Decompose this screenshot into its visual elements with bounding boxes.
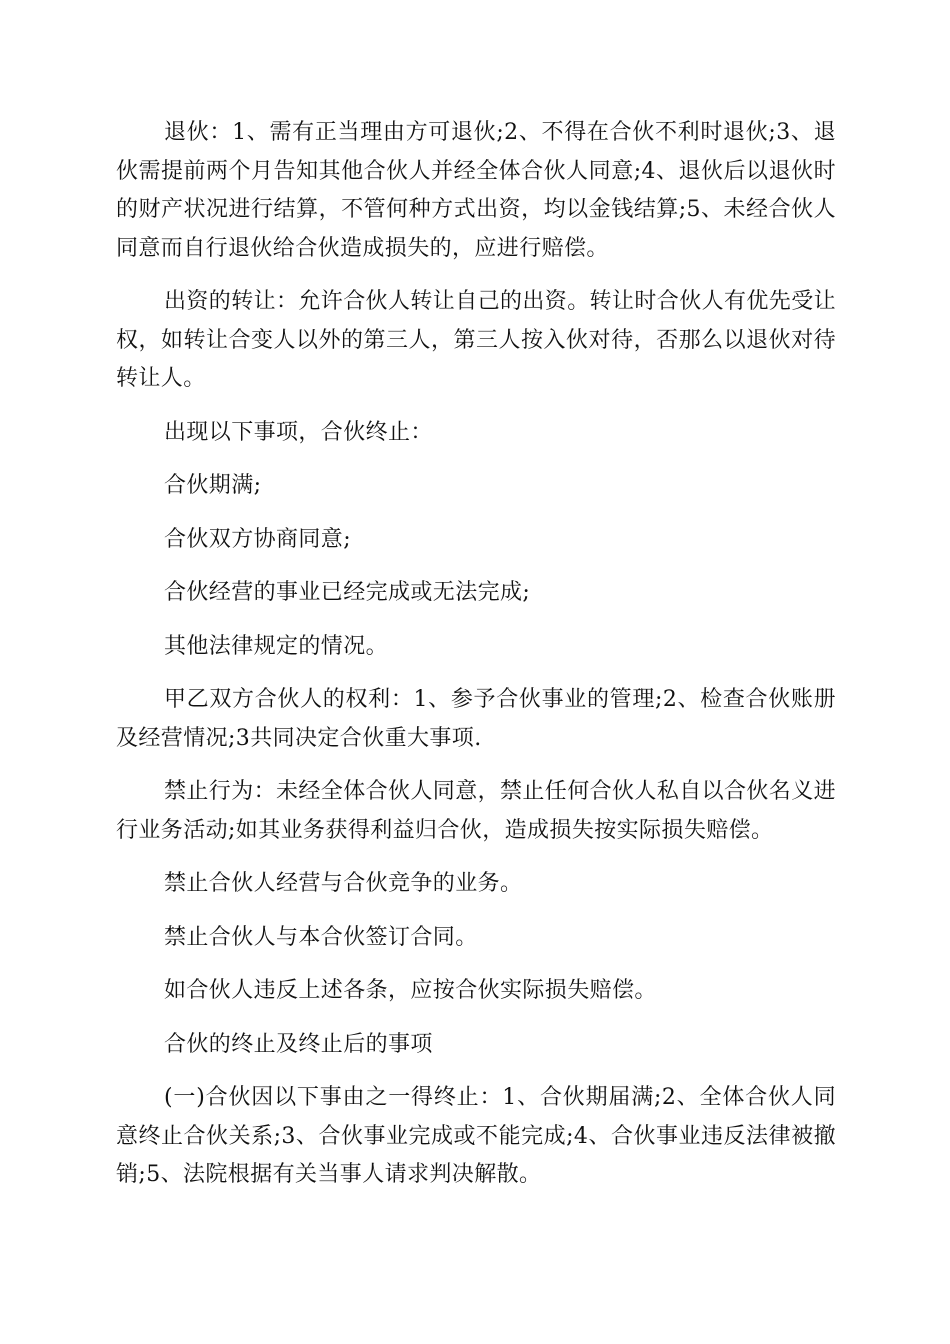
paragraph-withdrawal: 退伙：1、需有正当理由方可退伙;2、不得在合伙不利时退伙;3、退伙需提前两个月告知其他合伙人并经全体合伙人同意;4、退伙后以退伙时的财产状况进行结算，不管何种方式出资，均以金钱结算;5、未经合伙人同意而自行退伙给合伙造成损失的，应进行赔偿。 [116, 120, 836, 261]
paragraph-partner-rights: 甲乙双方合伙人的权利：1、参予合伙事业的管理;2、检查合伙账册及经营情况;3共同决定合伙重大事项. [116, 687, 836, 751]
paragraph-prohibited-acts: 禁止行为：未经全体合伙人同意，禁止任何合伙人私自以合伙名义进行业务活动;如其业务获得利益归合伙，造成损失按实际损失赔偿。 [116, 779, 837, 843]
paragraph-violation-compensation: 如合伙人违反上述各条，应按合伙实际损失赔偿。 [164, 978, 657, 1003]
paragraph-termination-item-4: 其他法律规定的情况。 [164, 633, 389, 659]
paragraph-termination-causes: (一)合伙因以下事由之一得终止：1、合伙期届满;2、全体合伙人同意终止合伙关系;3、合伙事业完成或不能完成;4、合伙事业违反法律被撤销;5、法院根据有关当事人请求判决解散。 [116, 1085, 836, 1187]
paragraph-termination-intro: 出现以下事项，合伙终止： [164, 419, 433, 445]
paragraph-section-heading: 合伙的终止及终止后的事项 [164, 1031, 433, 1057]
paragraph-termination-item-3: 合伙经营的事业已经完成或无法完成; [164, 580, 531, 605]
document-body [116, 114, 836, 1210]
paragraph-no-competition: 禁止合伙人经营与合伙竞争的业务。 [164, 871, 523, 896]
paragraph-capital-transfer: 出资的转让：允许合伙人转让自己的出资。转让时合伙人有优先受让权，如转让合变人以外的第三人，第三人按入伙对待，否那么以退伙对待转让人。 [116, 289, 837, 391]
paragraph-no-self-contract: 禁止合伙人与本合伙签订合同。 [164, 924, 478, 950]
paragraph-termination-item-2: 合伙双方协商同意; [164, 526, 352, 552]
paragraph-termination-item-1: 合伙期满; [164, 473, 262, 498]
